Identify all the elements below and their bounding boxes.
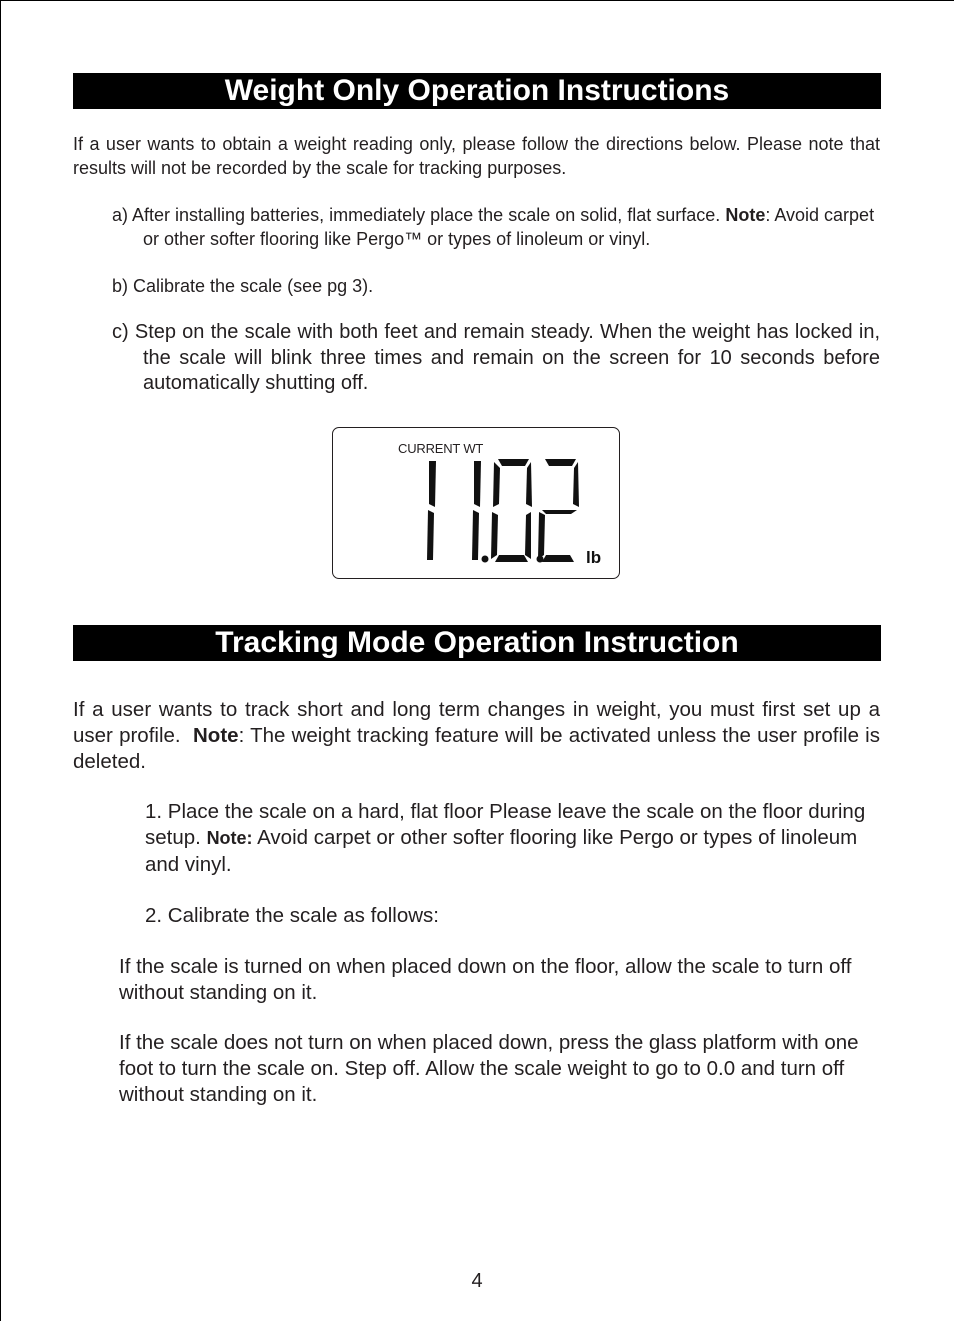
step-1-rest: Avoid carpet or other softer flooring like Pergo or types of linoleum and vinyl. xyxy=(145,825,858,876)
lcd-unit: lb xyxy=(586,548,602,567)
weight-only-intro: If a user wants to obtain a weight reading only, please follow the directions below. Please note that results will not be recorded by the scale for tracking purposes. xyxy=(73,134,880,178)
page-border-top xyxy=(0,0,954,1)
digit-2-upper xyxy=(474,461,481,507)
calibrate-case-off: If the scale does not turn on when placed down, press the glass platform with one foot to turn the scale on. Step off. Allow the scale weight to go to 0.0 and turn off without standing on it. xyxy=(119,1031,859,1106)
step-a-note-label: Note xyxy=(725,205,766,225)
digit-4-bottom xyxy=(542,555,574,562)
digit-3-bottom xyxy=(495,555,528,562)
page-number: 4 xyxy=(471,1270,483,1292)
tracking-intro xyxy=(73,697,880,774)
scale-lcd-display xyxy=(332,427,620,579)
step-c: c) Step on the scale with both feet and remain steady. When the weight has locked in, the scale will blink three times and remain on the screen for 10 seconds before automatically shutting off. xyxy=(112,321,880,394)
step-a xyxy=(112,203,887,251)
digit-1-upper xyxy=(429,461,436,507)
lcd-digits xyxy=(333,428,621,580)
digit-4-lower-left xyxy=(538,512,545,559)
digit-1-lower xyxy=(427,510,434,560)
page-border-left xyxy=(0,0,1,1321)
decimal-dot-left xyxy=(482,556,489,563)
tracking-intro-text: If a user wants to track short and long term changes in weight, you must first set up a user profile. xyxy=(73,698,880,747)
digit-3-top xyxy=(498,459,529,466)
digit-4-top xyxy=(545,459,576,466)
digit-3-lower-left xyxy=(491,512,498,559)
step-2: 2. Calibrate the scale as follows: xyxy=(145,904,439,927)
calibrate-case-on: If the scale is turned on when placed down on the floor, allow the scale to turn off without standing on it. xyxy=(119,955,852,1004)
step-1-note-label: Note: xyxy=(206,827,253,848)
digit-3-upper-right xyxy=(526,462,532,507)
section-title-tracking-mode: Tracking Mode Operation Instruction xyxy=(73,625,881,661)
step-1-text: 1. Place the scale on a hard, flat floor Please leave the scale on the floor during setup. xyxy=(145,800,866,849)
step-a-rest: : Avoid carpet or other softer flooring like Pergo™ or types of linoleum or vinyl. xyxy=(143,205,875,249)
step-b: b) Calibrate the scale (see pg 3). xyxy=(112,276,374,296)
digit-3-upper-left xyxy=(493,462,500,507)
step-1 xyxy=(145,799,870,877)
digit-4-middle xyxy=(542,510,577,514)
tracking-intro-rest: : The weight tracking feature will be activated unless the user profile is deleted. xyxy=(73,723,880,773)
digit-4-upper-right xyxy=(573,462,579,507)
tracking-intro-note-label: Note xyxy=(193,723,239,747)
section-title-weight-only: Weight Only Operation Instructions xyxy=(73,73,881,109)
digit-3-lower-right xyxy=(525,512,531,559)
digit-2-lower xyxy=(472,510,479,560)
step-a-text: a) After installing batteries, immediately place the scale on solid, flat surface. xyxy=(112,205,721,225)
lcd-current-wt-label: CURRENT WT xyxy=(398,441,484,456)
